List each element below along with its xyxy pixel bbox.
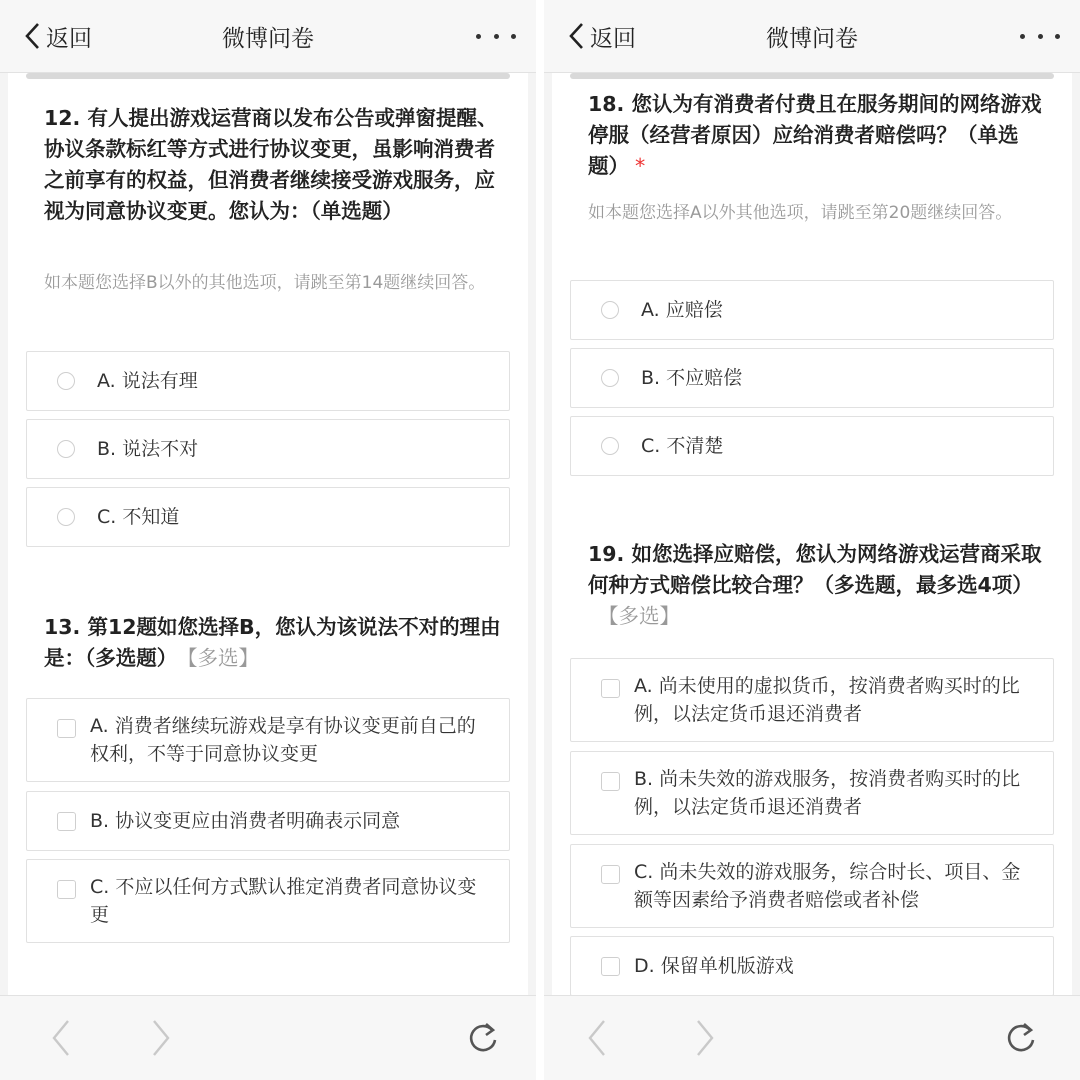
q19-option-a[interactable] [570, 658, 1054, 742]
radio-icon[interactable] [57, 508, 75, 526]
refresh-button[interactable] [1000, 1016, 1040, 1060]
q12-option-c[interactable] [26, 487, 510, 547]
more-options-button[interactable] [1020, 24, 1060, 48]
option-label: A. 尚未使用的虚拟货币，按消费者购买时的比例，以法定货币退还消费者 [634, 675, 1020, 725]
checkbox-icon[interactable] [601, 772, 620, 791]
multi-select-tag: 【多选】 [187, 646, 259, 670]
more-dot-icon [494, 34, 499, 39]
radio-icon[interactable] [57, 372, 75, 390]
option-label: B. 不应赔偿 [641, 367, 743, 389]
more-dot-icon [1038, 34, 1043, 39]
survey-content [552, 73, 1072, 995]
refresh-icon [462, 1016, 502, 1060]
option-label: A. 消费者继续玩游戏是享有协议变更前自己的权利，不等于同意协议变更 [90, 715, 476, 765]
back-button[interactable] [566, 18, 636, 54]
question-18-title: 18. 您认为有消费者付费且在服务期间的网络游戏停服（经营者原因）应给消费者赔偿吗？（单选题） * [588, 92, 1042, 178]
checkbox-icon[interactable] [57, 719, 76, 738]
radio-icon[interactable] [57, 440, 75, 458]
browser-back-button[interactable] [578, 1016, 618, 1060]
right-screen [544, 0, 1080, 1080]
question-13-title: 13. 第12题如您选择B，您认为该说法不对的理由是：（多选题） 【多选】 [44, 615, 501, 670]
q12-option-b[interactable] [26, 419, 510, 479]
browser-back-button[interactable] [42, 1016, 82, 1060]
back-button[interactable] [22, 18, 92, 54]
option-label: C. 尚未失效的游戏服务，综合时长、项目、金额等因素给予消费者赔偿或者补偿 [634, 861, 1021, 911]
q13-option-b[interactable] [26, 791, 510, 851]
question-19-title: 19. 如您选择应赔偿，您认为网络游戏运营商采取何种方式赔偿比较合理？（多选题，最多选4项）【多选】 [588, 542, 1042, 628]
chevron-left-icon [566, 21, 588, 51]
bottom-nav-bar [544, 995, 1080, 1080]
q18-option-c[interactable] [570, 416, 1054, 476]
option-label: A. 应赔偿 [641, 299, 723, 321]
top-bar [0, 0, 536, 73]
q13-option-c[interactable] [26, 859, 510, 943]
more-options-button[interactable] [476, 24, 516, 48]
chevron-left-icon [22, 21, 44, 51]
back-label: 返回 [46, 25, 92, 52]
option-label: C. 不清楚 [641, 435, 724, 457]
q13-option-a[interactable] [26, 698, 510, 782]
refresh-icon [1000, 1016, 1040, 1060]
q18-option-a[interactable] [570, 280, 1054, 340]
arrow-right-icon [140, 1016, 180, 1060]
more-dot-icon [1020, 34, 1025, 39]
question-18-hint: 如本题您选择A以外其他选项，请跳至第20题继续回答。 [588, 203, 1013, 223]
option-label: B. 尚未失效的游戏服务，按消费者购买时的比例，以法定货币退还消费者 [634, 768, 1021, 818]
q19-option-d[interactable] [570, 936, 1054, 995]
arrow-right-icon [684, 1016, 724, 1060]
option-label: C. 不知道 [97, 506, 180, 528]
scroll-indicator[interactable] [26, 73, 510, 79]
option-label: B. 说法不对 [97, 438, 199, 460]
browser-forward-button[interactable] [140, 1016, 180, 1060]
option-label: A. 说法有理 [97, 370, 198, 392]
more-dot-icon [476, 34, 481, 39]
radio-icon[interactable] [601, 437, 619, 455]
page-title: 微博问卷 [766, 26, 858, 52]
page-title: 微博问卷 [222, 26, 314, 52]
checkbox-icon[interactable] [57, 880, 76, 899]
required-marker: * [635, 154, 646, 178]
checkbox-icon[interactable] [601, 865, 620, 884]
multi-select-tag: 【多选】 [598, 604, 680, 628]
more-dot-icon [1055, 34, 1060, 39]
q12-option-a[interactable] [26, 351, 510, 411]
survey-content [8, 73, 528, 995]
browser-forward-button[interactable] [684, 1016, 724, 1060]
back-label: 返回 [590, 25, 636, 52]
radio-icon[interactable] [601, 369, 619, 387]
refresh-button[interactable] [462, 1016, 502, 1060]
q19-option-c[interactable] [570, 844, 1054, 928]
radio-icon[interactable] [601, 301, 619, 319]
option-label: C. 不应以任何方式默认推定消费者同意协议变更 [90, 876, 477, 926]
arrow-left-icon [578, 1016, 618, 1060]
question-12-title: 12. 有人提出游戏运营商以发布公告或弹窗提醒、协议条款标红等方式进行协议变更，虽影响消费者之前享有的权益，但消费者继续接受游戏服务，应视为同意协议变更。您认为：（单选题） [44, 106, 498, 223]
checkbox-icon[interactable] [57, 812, 76, 831]
scroll-indicator[interactable] [570, 73, 1054, 79]
arrow-left-icon [42, 1016, 82, 1060]
question-12-hint: 如本题您选择B以外的其他选项，请跳至第14题继续回答。 [44, 273, 486, 293]
more-dot-icon [511, 34, 516, 39]
option-label: D. 保留单机版游戏 [634, 955, 794, 977]
q18-option-b[interactable] [570, 348, 1054, 408]
checkbox-icon[interactable] [601, 957, 620, 976]
top-bar [544, 0, 1080, 73]
bottom-nav-bar [0, 995, 536, 1080]
checkbox-icon[interactable] [601, 679, 620, 698]
q19-option-b[interactable] [570, 751, 1054, 835]
left-screen [0, 0, 536, 1080]
option-label: B. 协议变更应由消费者明确表示同意 [90, 810, 401, 832]
